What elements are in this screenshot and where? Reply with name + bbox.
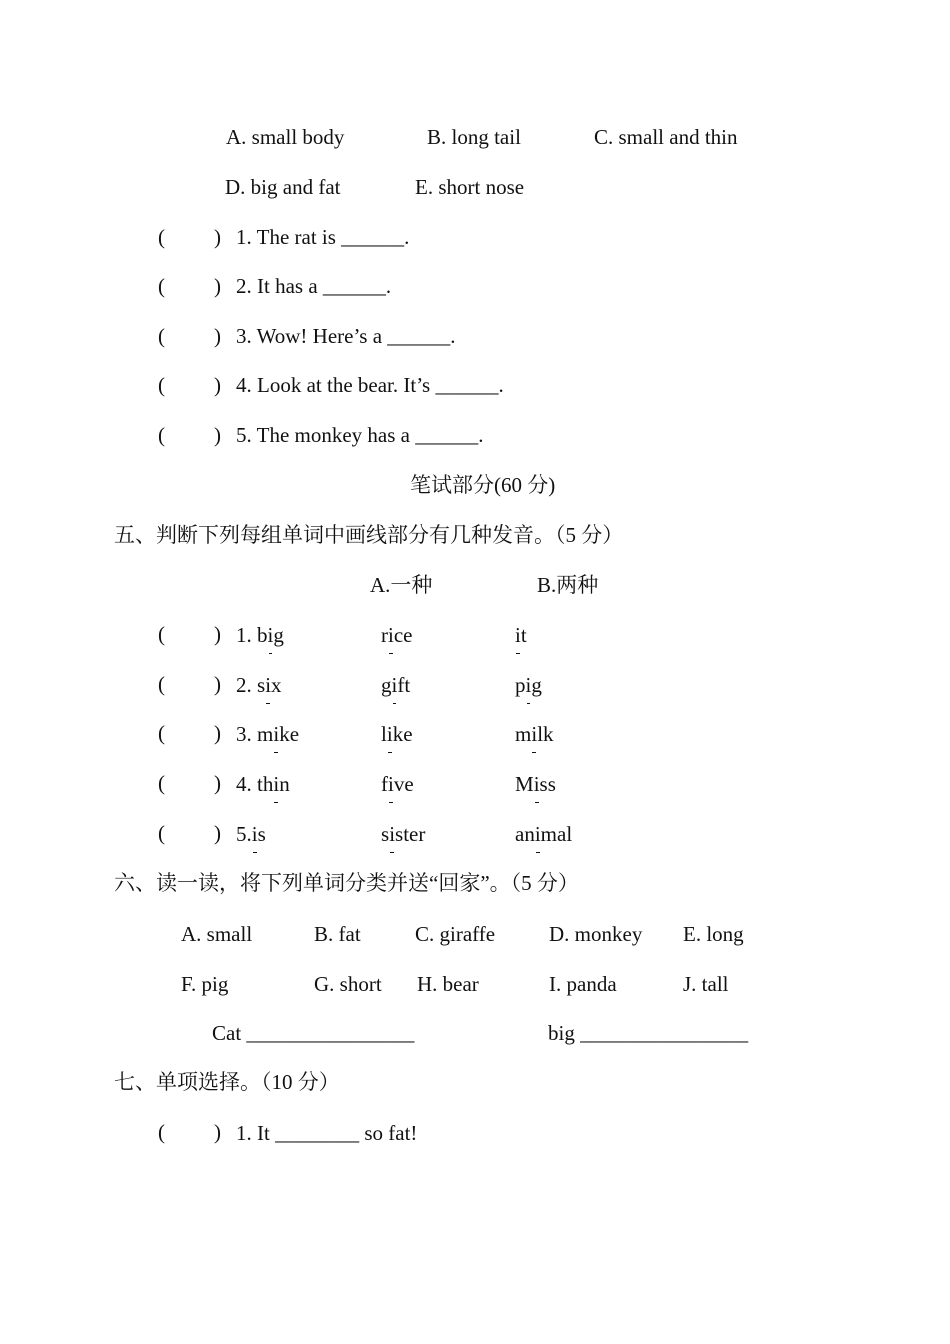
- phonics-word-2: rice: [381, 623, 413, 647]
- underlined-letter: i: [525, 673, 532, 697]
- answer-paren-open[interactable]: (: [158, 373, 165, 397]
- option-b: B. long tail: [427, 125, 521, 149]
- word-bank-item: C. giraffe: [415, 922, 496, 946]
- word-bank-item: B. fat: [314, 922, 361, 946]
- underlined-letter: i: [273, 722, 280, 746]
- question-text: 1. It ________ so fat!: [236, 1121, 418, 1145]
- question-text: 1. The rat is ______.: [236, 225, 410, 249]
- phonics-word-2: gift: [381, 673, 411, 697]
- answer-paren-open[interactable]: (: [158, 771, 165, 795]
- section-7-title: 七、单项选择。（10 分）: [114, 1070, 340, 1094]
- answer-paren-close: ): [214, 771, 221, 795]
- phonics-word-2: sister: [381, 822, 426, 846]
- section-5-option-b: B.两种: [537, 573, 599, 597]
- cat-home-blank[interactable]: Cat ________________: [212, 1021, 415, 1045]
- answer-paren-open[interactable]: (: [158, 721, 165, 745]
- option-e: E. short nose: [415, 175, 525, 199]
- question-text: 5. The monkey has a ______.: [236, 423, 484, 447]
- question-text: 4. Look at the bear. It’s ______.: [236, 373, 504, 397]
- answer-paren-open[interactable]: (: [158, 1120, 165, 1144]
- answer-paren-close: ): [214, 821, 221, 845]
- big-home-blank[interactable]: big ________________: [548, 1021, 749, 1045]
- answer-paren-open[interactable]: (: [158, 672, 165, 696]
- answer-paren-open[interactable]: (: [158, 274, 165, 298]
- answer-paren-close: ): [214, 672, 221, 696]
- answer-paren-close: ): [214, 1120, 221, 1144]
- option-d: D. big and fat: [225, 175, 341, 199]
- underlined-letter: i: [534, 822, 541, 846]
- phonics-word-1: 2. six: [236, 673, 282, 697]
- phonics-word-1: 1. big: [236, 623, 284, 647]
- answer-paren-close: ): [214, 274, 221, 298]
- word-bank-item: J. tall: [683, 972, 729, 996]
- answer-paren-close: ): [214, 373, 221, 397]
- answer-paren-close: ): [214, 324, 221, 348]
- answer-paren-open[interactable]: (: [158, 423, 165, 447]
- phonics-word-3: animal: [515, 822, 573, 846]
- underlined-letter: i: [386, 722, 393, 746]
- section-5-option-a: A.一种: [370, 573, 433, 597]
- word-bank-item: F. pig: [181, 972, 229, 996]
- underlined-letter: i: [391, 673, 398, 697]
- underlined-letter: i: [265, 673, 272, 697]
- word-bank-item: A. small: [181, 922, 253, 946]
- phonics-word-1: 3. mike: [236, 722, 300, 746]
- underlined-letter: i: [389, 822, 396, 846]
- underlined-letter: i: [533, 772, 540, 796]
- underlined-letter: i: [251, 822, 258, 846]
- underlined-letter: i: [273, 772, 280, 796]
- section-6-title: 六、读一读，将下列单词分类并送“回家”。（5 分）: [114, 871, 579, 895]
- option-a: A. small body: [226, 125, 345, 149]
- answer-paren-open[interactable]: (: [158, 821, 165, 845]
- phonics-word-2: like: [381, 722, 413, 746]
- written-section-header: 笔试部分(60 分): [410, 473, 556, 497]
- underlined-letter: i: [515, 623, 521, 647]
- phonics-word-3: it: [515, 623, 527, 647]
- phonics-word-1: 4. thin: [236, 772, 290, 796]
- word-bank-item: E. long: [683, 922, 744, 946]
- phonics-word-3: milk: [515, 722, 554, 746]
- phonics-word-1: 5.is: [236, 822, 266, 846]
- question-text: 2. It has a ______.: [236, 274, 392, 298]
- underlined-letter: i: [531, 722, 538, 746]
- answer-paren-close: ): [214, 423, 221, 447]
- underlined-letter: i: [388, 623, 394, 647]
- phonics-word-3: pig: [515, 673, 542, 697]
- phonics-word-2: five: [381, 772, 414, 796]
- word-bank-item: H. bear: [417, 972, 479, 996]
- answer-paren-open[interactable]: (: [158, 324, 165, 348]
- answer-paren-close: ): [214, 225, 221, 249]
- answer-paren-open[interactable]: (: [158, 225, 165, 249]
- answer-paren-close: ): [214, 622, 221, 646]
- question-text: 3. Wow! Here’s a ______.: [236, 324, 456, 348]
- word-bank-item: G. short: [314, 972, 382, 996]
- word-bank-item: D. monkey: [549, 922, 643, 946]
- answer-paren-close: ): [214, 721, 221, 745]
- underlined-letter: i: [267, 623, 274, 647]
- answer-paren-open[interactable]: (: [158, 622, 165, 646]
- option-c: C. small and thin: [594, 125, 738, 149]
- underlined-letter: i: [388, 772, 394, 796]
- word-bank-item: I. panda: [549, 972, 617, 996]
- phonics-word-3: Miss: [515, 772, 556, 796]
- section-5-title: 五、判断下列每组单词中画线部分有几种发音。（5 分）: [114, 523, 624, 547]
